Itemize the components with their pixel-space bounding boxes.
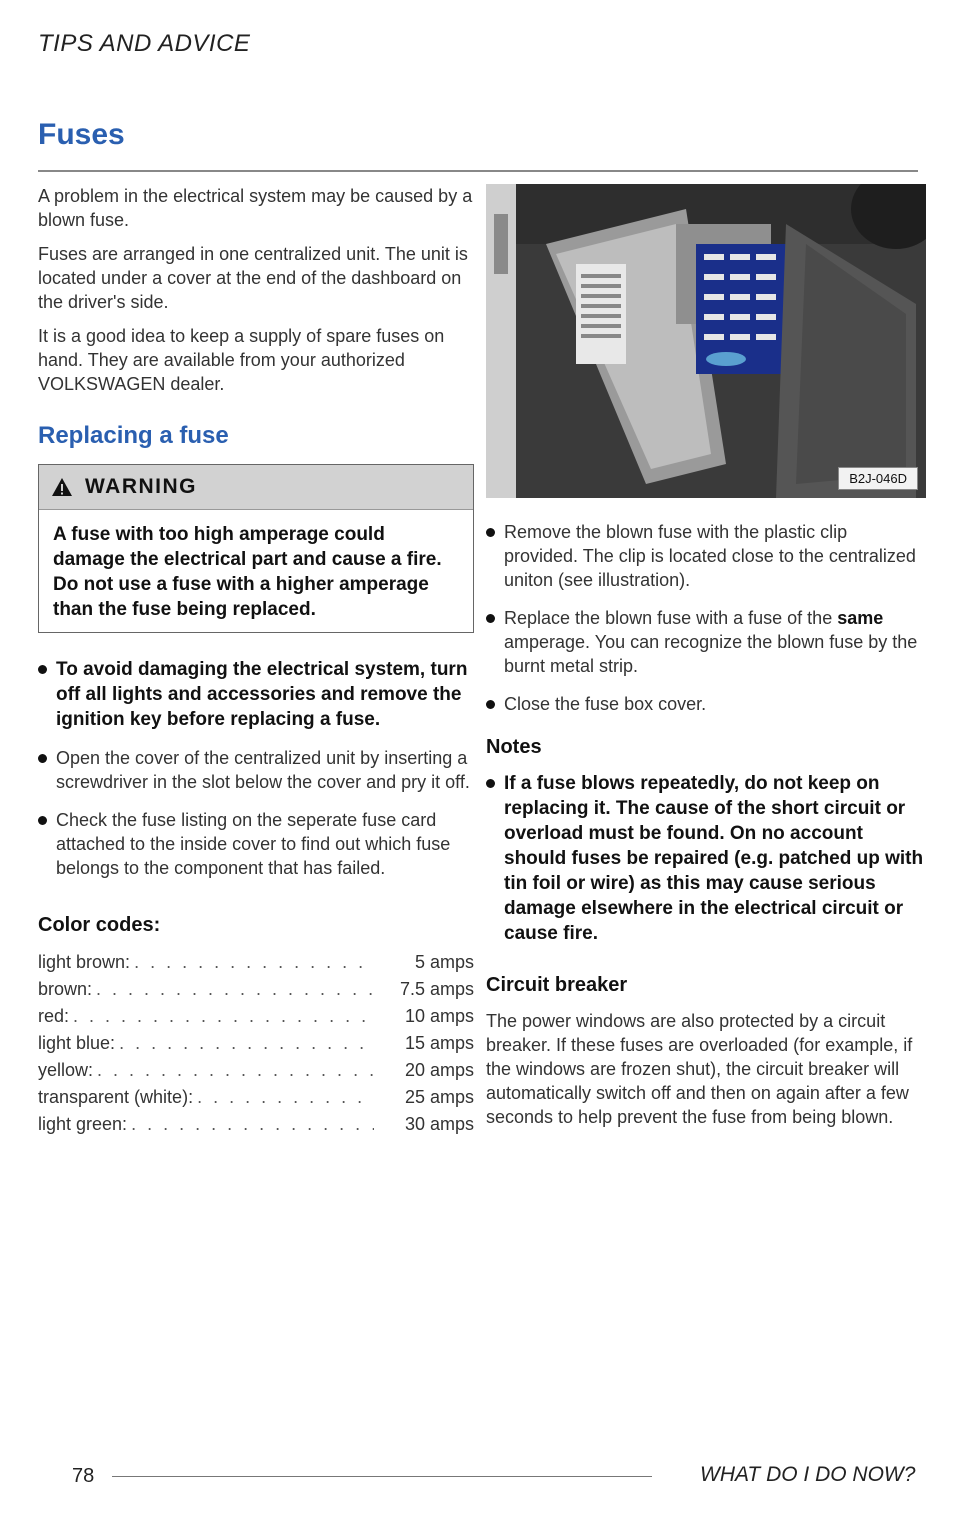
color-code-row: [38, 1003, 474, 1030]
left-column: [38, 184, 474, 1138]
bullet-replace-fuse: [486, 606, 926, 678]
color-code-row: [38, 1057, 474, 1084]
footer-chapter-title: WHAT DO I DO NOW?: [700, 1463, 916, 1486]
page-title: Fuses: [38, 118, 125, 151]
footer-divider: [112, 1476, 652, 1477]
intro-paragraph-1: A problem in the electrical system may be caused by a blown fuse.: [38, 186, 473, 230]
color-code-value: 25 amps: [404, 1087, 474, 1107]
replace-text-post: amperage. You can recognize the blown fuse by the burnt metal strip.: [504, 632, 918, 676]
leader-dots: [119, 1030, 374, 1057]
color-code-label: brown:: [38, 979, 93, 999]
color-code-row: [38, 976, 474, 1003]
bullet-check-listing: Check the fuse listing on the seperate fuse card attached to the inside cover to find out which fuse belongs to the component that has failed.: [38, 808, 474, 880]
color-codes-list: [38, 949, 474, 1138]
title-divider: [38, 170, 918, 172]
color-code-row: [38, 1084, 474, 1111]
color-code-label: light brown:: [38, 952, 131, 972]
notes-heading: Notes: [486, 736, 542, 758]
warning-label: WARNING: [85, 475, 197, 498]
bullet-turn-off: To avoid damaging the electrical system, turn off all lights and accessories and remove the ignition key before replacing a fuse.: [38, 657, 474, 732]
bullet-close-cover: Close the fuse box cover.: [486, 692, 926, 716]
page-number: 78: [72, 1465, 95, 1487]
bullet-open-cover: Open the cover of the centralized unit by inserting a screwdriver in the slot below the cover and pry it off.: [38, 746, 474, 794]
warning-triangle-icon: [51, 477, 73, 497]
color-code-row: [38, 1030, 474, 1057]
replace-text-pre: Replace the blown fuse with a fuse of the: [504, 608, 838, 628]
leader-dots: [73, 1003, 374, 1030]
fuse-box-illustration: [486, 184, 926, 498]
notes-bullet: If a fuse blows repeatedly, do not keep on replacing it. The cause of the short circuit or overload must be found. On no account should fuses be repaired (e.g. patched up with tin foil or wire) as this may cause serious damage elsewhere in the electrical circuit or cause fire.: [486, 771, 926, 946]
color-code-row: [38, 949, 474, 976]
warning-box: [38, 464, 474, 633]
leader-dots: [96, 976, 374, 1003]
color-codes-heading: Color codes:: [38, 914, 161, 936]
intro-paragraph-3: It is a good idea to keep a supply of spare fuses on hand. They are available from your authorized VOLKSWAGEN dealer.: [38, 326, 445, 394]
circuit-breaker-heading: Circuit breaker: [486, 974, 628, 996]
color-code-label: yellow:: [38, 1060, 94, 1080]
bullet-remove-fuse: Remove the blown fuse with the plastic clip provided. The clip is located close to the centralized uniton (see illustration).: [486, 520, 926, 592]
warning-text: A fuse with too high amperage could damage the electrical part and cause a fire. Do not use a fuse with a higher amperage than the fuse being replaced.: [53, 524, 442, 620]
image-reference-code: B2J-046D: [838, 467, 918, 490]
color-code-label: light green:: [38, 1114, 128, 1134]
fuse-box-photo: [486, 184, 926, 498]
color-code-value: 20 amps: [404, 1060, 474, 1080]
intro-paragraph-2: Fuses are arranged in one centralized unit. The unit is located under a cover at the end of the dashboard on the driver's side.: [38, 244, 468, 312]
color-code-value: 15 amps: [404, 1033, 474, 1053]
leader-dots: [197, 1084, 374, 1111]
replace-text-bold: same: [837, 608, 884, 628]
color-code-value: 5 amps: [414, 952, 474, 972]
color-code-row: [38, 1111, 474, 1138]
circuit-breaker-text: The power windows are also protected by a circuit breaker. If these fuses are overloaded (for example, if the windows are frozen shut), the circuit breaker will automatically switch off and then on again after a few seconds to help prevent the fuse from being blown.: [486, 1011, 913, 1127]
section-header: TIPS AND ADVICE: [38, 30, 251, 57]
color-code-label: red:: [38, 1006, 70, 1026]
leader-dots: [97, 1057, 374, 1084]
warning-header: [39, 465, 473, 510]
replacing-fuse-heading: Replacing a fuse: [38, 422, 229, 449]
leader-dots: [131, 1111, 374, 1138]
color-code-label: transparent (white):: [38, 1087, 194, 1107]
color-code-value: 10 amps: [404, 1006, 474, 1026]
color-code-label: light blue:: [38, 1033, 116, 1053]
color-code-value: 30 amps: [404, 1114, 474, 1134]
right-column: [486, 184, 926, 1139]
color-code-value: 7.5 amps: [399, 979, 474, 999]
leader-dots: [134, 949, 374, 976]
